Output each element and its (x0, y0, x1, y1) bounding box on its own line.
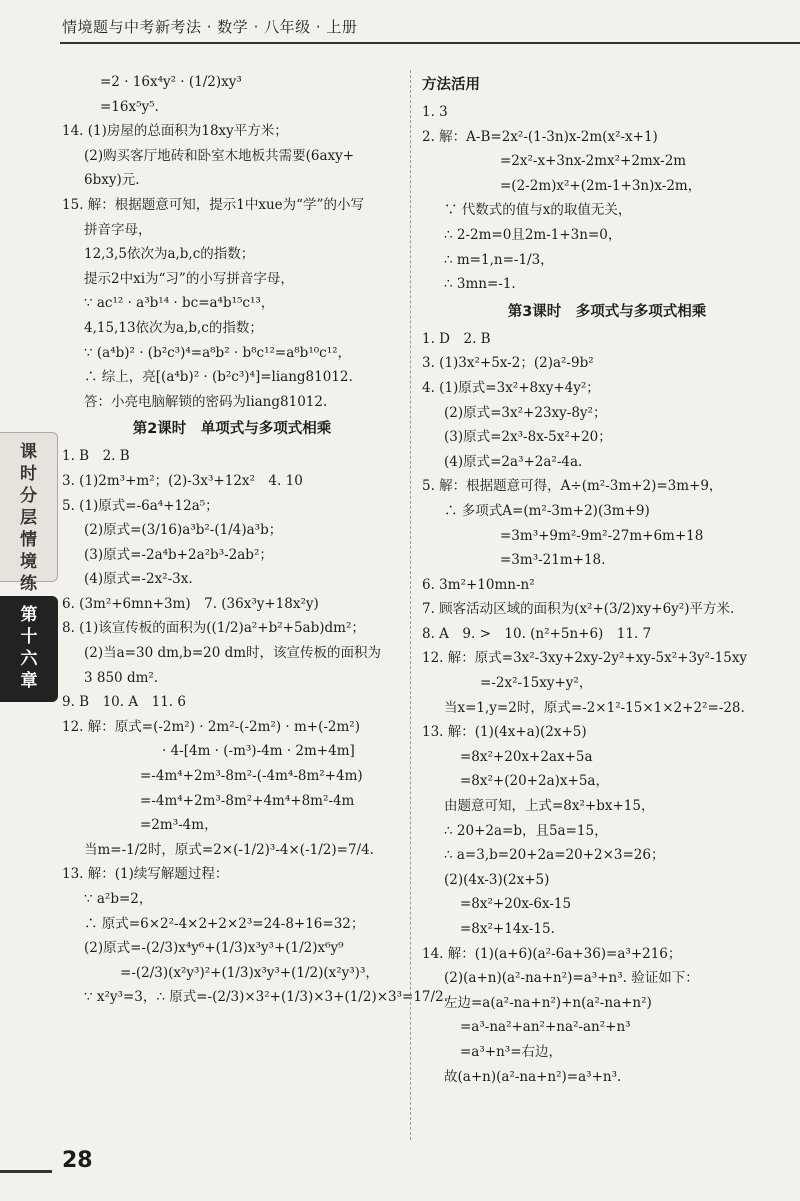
answer-line: (3)原式=2x³-8x-5x²+20； (444, 429, 612, 446)
answer-line: ∵ 代数式的值与x的取值无关， (444, 202, 632, 219)
answer-line: (4)原式=2a³+2a²-4a. (444, 453, 583, 470)
answer-line: 8. (1)该宣传板的面积为((1/2)a²+b²+5ab)dm²； (62, 620, 365, 637)
chapter-tab-char: 章 (20, 671, 38, 691)
answer-line: =(2-2m)x²+(2m-1+3n)x-2m， (500, 177, 702, 194)
answer-line: =-4m⁴+2m³-8m²+4m⁴+8m²-4m (140, 792, 355, 809)
header-rule (60, 42, 800, 44)
answer-line: =8x²+(20+2a)x+5a， (460, 773, 609, 790)
answer-line: 2. 解：A-B=2x²-(1-3n)x-2m(x²-x+1) (422, 128, 658, 145)
answer-line: =16x⁵y⁵. (100, 98, 159, 115)
answer-line: (2)原式=3x²+23xy-8y²； (444, 404, 607, 421)
column-divider (410, 70, 411, 1140)
answer-line: (2)(a+n)(a²-na+n²)=a³+n³. 验证如下： (444, 970, 699, 987)
answer-line: 8. A 9. > 10. (n²+5n+6) 11. 7 (422, 625, 652, 642)
side-tab-char: 时 (20, 464, 37, 484)
answer-line: =-4m⁴+2m³-8m²-(-4m⁴-8m²+4m) (140, 768, 363, 785)
answer-line: (2)当a=30 dm,b=20 dm时，该宣传板的面积为 (84, 645, 382, 662)
answer-line: =a³-na²+an²+na²-an²+n³ (460, 1019, 631, 1036)
answer-line: 6bxy)元. (84, 172, 140, 189)
answer-line: ∵ ac¹² · a³b¹⁴ · bc=a⁴b¹⁵c¹³， (84, 295, 275, 312)
side-tab-char: 情 (20, 530, 37, 550)
answer-line: ∴ 原式=6×2²-4×2+2×2³=24-8+16=32； (84, 915, 365, 932)
answer-line: 15. 解：根据题意可知，提示1中xue为“学”的小写 (62, 196, 364, 213)
answer-line: (2)(4x-3)(2x+5) (444, 871, 550, 888)
answer-line: 当x=1,y=2时，原式=-2×1²-15×1×2+2²=-28. (444, 699, 745, 716)
answer-line: (4)原式=-2x²-3x. (84, 571, 193, 588)
answer-line: =8x²+14x-15. (460, 921, 555, 937)
section-heading: 第2课时 单项式与多项式相乘 (132, 421, 332, 438)
answer-line: 3. (1)2m³+m²；(2)-3x³+12x² 4. 10 (62, 472, 303, 489)
answer-line: 6. 3m²+10mn-n² (422, 576, 535, 593)
answer-line: 12. 解：原式=(-2m²) · 2m²-(-2m²) · m+(-2m²) (62, 718, 360, 735)
answer-line: =8x²+20x+2ax+5a (460, 748, 593, 765)
side-tab-char: 分 (20, 486, 37, 506)
section-heading: 第3课时 多项式与多项式相乘 (507, 303, 707, 320)
answer-line: =2x²-x+3nx-2mx²+2mx-2m (500, 153, 687, 170)
answer-line: (2)原式=-(2/3)x⁴y⁶+(1/3)x³y³+(1/2)x⁶y⁹ (84, 940, 344, 957)
page-number: 28 (62, 1148, 93, 1173)
answer-line: 14. 解：(1)(a+6)(a²-6a+36)=a³+216； (422, 945, 682, 962)
answer-line: · 4-[4m · (-m³)-4m · 2m+4m] (162, 743, 355, 760)
left-column (62, 70, 448, 1010)
answer-line: 拼音字母， (84, 221, 152, 238)
answer-line: =2m³-4m， (140, 817, 218, 834)
answer-line: ∴ 多项式A=(m²-3m+2)(3m+9) (444, 502, 650, 519)
answer-line: 12,3,5依次为a,b,c的指数； (84, 246, 255, 263)
answer-line: 左边=a(a²-na+n²)+n(a²-na+n²) (444, 994, 652, 1011)
answer-line: 14. (1)房屋的总面积为18xy平方米； (62, 123, 288, 140)
answer-line: 4,15,13依次为a,b,c的指数； (84, 319, 263, 336)
answer-line: 4. (1)原式=3x²+8xy+4y²； (422, 379, 600, 396)
answer-line: =8x²+20x-6x-15 (460, 896, 572, 913)
answer-line: =a³+n³=右边， (460, 1043, 563, 1060)
answer-line: ∴ 2-2m=0且2m-1+3n=0， (444, 226, 622, 243)
chapter-tab-char: 六 (20, 649, 38, 669)
answer-line: 当m=-1/2时，原式=2×(-1/2)³-4×(-1/2)=7/4. (84, 841, 374, 858)
answer-line: 9. B 10. A 11. 6 (62, 694, 186, 711)
side-tab-char: 层 (20, 508, 37, 528)
answer-line: 5. (1)原式=-6a⁴+12a⁵； (62, 497, 219, 514)
answer-line: 故(a+n)(a²-na+n²)=a³+n³. (444, 1068, 622, 1085)
chapter-tab-char: 十 (20, 627, 38, 647)
answer-line: 1. 3 (422, 104, 448, 120)
answer-line: ∴ 3mn=-1. (444, 276, 516, 293)
chapter-tab-char: 第 (20, 605, 38, 625)
answer-line: =-(2/3)(x²y³)²+(1/3)x³y³+(1/2)(x²y³)³， (120, 964, 379, 981)
answer-line: (2)原式=(3/16)a³b²-(1/4)a³b； (84, 522, 283, 539)
answer-line: ∴ m=1,n=-1/3， (444, 251, 554, 268)
answer-line: (3)原式=-2a⁴b+2a²b³-2ab²； (84, 546, 273, 563)
side-tab-char: 课 (20, 442, 37, 462)
answer-line: 答：小亮电脑解锁的密码为liang81012. (84, 393, 328, 410)
answer-line: 7. 顾客活动区域的面积为(x²+(3/2)xy+6y²)平方米. (422, 601, 735, 618)
answer-line: 3. (1)3x²+5x-2；(2)a²-9b² (422, 355, 594, 372)
answer-line: 1. B 2. B (62, 448, 130, 465)
answer-line: ∵ (a⁴b)² · (b²c³)⁴=a⁸b² · b⁸c¹²=a⁸b¹⁰c¹²， (84, 344, 352, 361)
answer-line: ∵ a²b=2， (84, 891, 153, 907)
answer-line: 12. 解：原式=3x²-3xy+2xy-2y²+xy-5x²+3y²-15xy (422, 650, 748, 667)
answer-line: ∴ a=3,b=20+2a=20+2×3=26； (444, 847, 665, 864)
side-tab-section (0, 432, 58, 594)
answer-line: 由题意可知，上式=8x²+bx+15， (444, 798, 655, 815)
answer-line: 提示2中xi为“习”的小写拼音字母， (84, 270, 294, 287)
page-number-mark (0, 1148, 52, 1173)
answer-line: ∴ 综上，亮[(a⁴b)² · (b²c³)⁴]=liang81012. (84, 369, 353, 386)
answer-line: =-2x²-15xy+y²， (480, 675, 593, 692)
answer-line: =3m³-21m+18. (500, 552, 606, 569)
answer-line: =3m³+9m²-9m²-27m+6m+18 (500, 527, 704, 544)
section-heading: 方法活用 (422, 77, 480, 93)
right-column (422, 70, 792, 1089)
answer-line: (2)购买客厅地砖和卧室木地板共需要(6axy+ (84, 147, 355, 164)
chapter-tab (0, 596, 58, 702)
side-tab-char: 境 (20, 552, 37, 572)
side-tab-char: 练 (20, 574, 37, 594)
answer-line: ∵ x²y³=3，∴ 原式=-(2/3)×3²+(1/3)×3+(1/2)×3³=17/2. (84, 989, 448, 1006)
answer-line: 3 850 dm². (84, 669, 159, 686)
answer-line: 13. 解：(1)续写解题过程： (62, 866, 229, 883)
answer-line: 1. D 2. B (422, 330, 491, 347)
answer-line: =2 · 16x⁴y² · (1/2)xy³ (100, 74, 242, 90)
answer-line: 5. 解：根据题意可得，A÷(m²-3m+2)=3m+9， (422, 478, 723, 495)
answer-line: ∴ 20+2a=b，且5a=15， (444, 822, 608, 839)
answer-line: 13. 解：(1)(4x+a)(2x+5) (422, 724, 587, 741)
page-header-title: 情境题与中考新考法 · 数学 · 八年级 · 上册 (62, 18, 358, 36)
answer-line: 6. (3m²+6mn+3m) 7. (36x³y+18x²y) (62, 595, 319, 612)
